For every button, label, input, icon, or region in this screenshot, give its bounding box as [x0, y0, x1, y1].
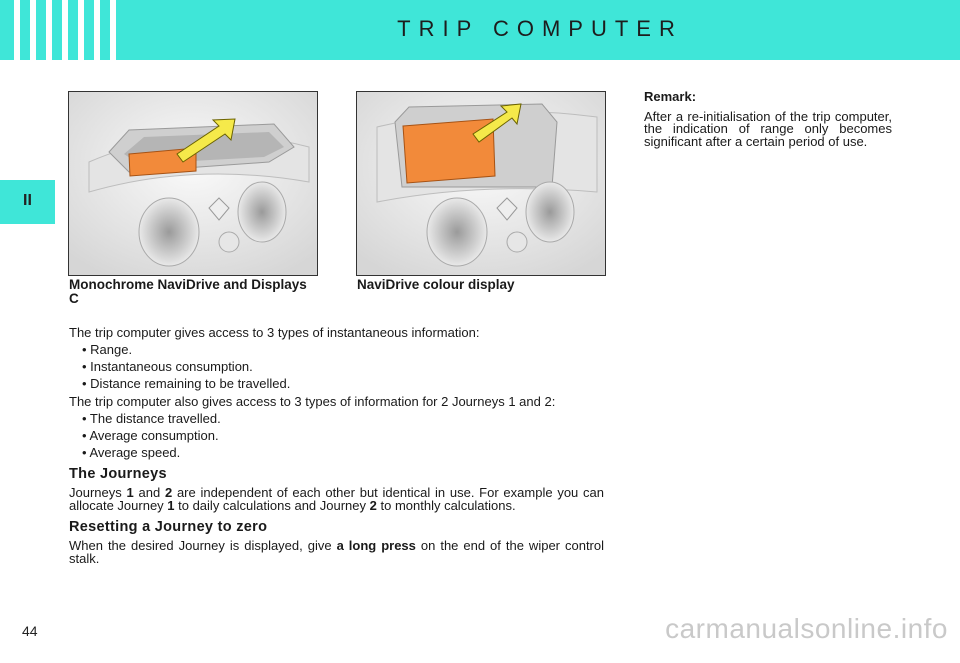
stripe	[94, 0, 100, 60]
figure-colour-display	[356, 91, 606, 276]
bold-run: 1	[126, 485, 134, 500]
remark-box	[644, 91, 892, 148]
list-item: • The distance travelled.	[82, 411, 221, 426]
stripe	[78, 0, 84, 60]
text-run: When the desired Journey is displayed, give	[69, 538, 337, 553]
bold-run: 2	[164, 485, 173, 500]
list-item: • Range.	[82, 342, 133, 357]
journeys-heading: The Journeys	[69, 466, 167, 482]
list-item: • Instantaneous consumption.	[82, 359, 253, 374]
stripe	[14, 0, 20, 60]
header-bar	[0, 0, 960, 60]
text-run: to monthly calculations.	[376, 498, 516, 513]
intro-paragraph-1: The trip computer gives access to 3 types of instantaneous information:	[69, 325, 480, 340]
list-item: • Average consumption.	[82, 428, 219, 443]
journey-info-list	[69, 412, 604, 459]
page-title: TRIP COMPUTER	[397, 16, 683, 41]
figure-monochrome-display	[68, 91, 318, 276]
reset-heading: Resetting a Journey to zero	[69, 519, 268, 535]
intro-paragraph-2: The trip computer also gives access to 3 types of information for 2 Journeys 1 and 2:	[69, 394, 556, 409]
remark-title: Remark:	[644, 89, 697, 104]
page-number: 44	[22, 623, 38, 639]
stripe	[30, 0, 36, 60]
bold-run: 1	[167, 498, 175, 513]
instantaneous-info-list	[69, 343, 604, 390]
stripe	[46, 0, 52, 60]
reset-paragraph	[69, 539, 604, 565]
bold-run: 2	[369, 498, 377, 513]
watermark: carmanualsonline.info	[665, 613, 948, 644]
figure-caption-monochrome: Monochrome NaviDrive and Displays C	[69, 277, 307, 306]
text-run: are independent of each other but identical in use. For example you can allocate Journey	[69, 485, 604, 513]
header-stripes	[0, 0, 120, 60]
journeys-paragraph	[69, 486, 604, 512]
list-item: • Average speed.	[82, 445, 181, 460]
text-run: Journeys	[69, 485, 127, 500]
stripe	[110, 0, 116, 60]
list-item: • Distance remaining to be travelled.	[82, 376, 291, 391]
text-run: to daily calculations and Journey	[174, 498, 370, 513]
main-content	[69, 326, 604, 569]
remark-text: After a re-initialisation of the trip computer, the indication of range only becomes significant after a certain period of use.	[644, 108, 892, 149]
text-run: and	[133, 485, 165, 500]
stripe	[62, 0, 68, 60]
chapter-label: II	[23, 192, 32, 209]
text-run: on the end of the wiper control stalk.	[69, 538, 604, 566]
bold-run: a long press	[336, 538, 416, 553]
chapter-tab	[0, 180, 55, 224]
figure-caption-colour: NaviDrive colour display	[357, 277, 515, 292]
